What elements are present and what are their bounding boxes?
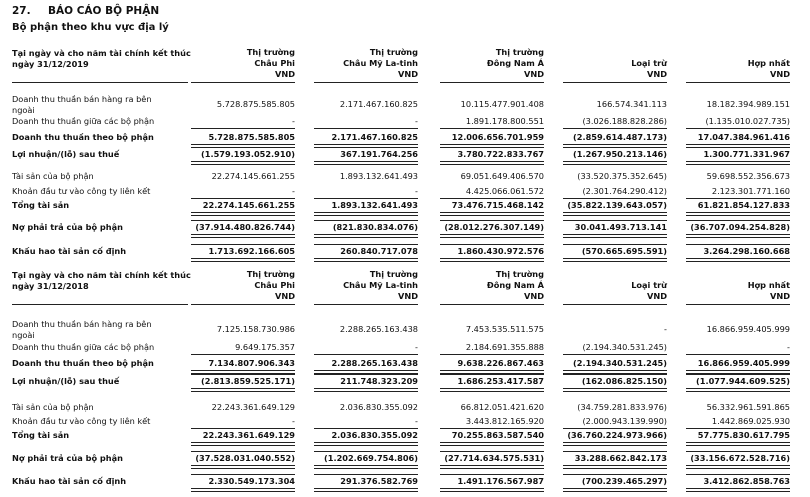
column-header-line1: Thị trường	[246, 47, 295, 57]
subtotal-line	[686, 354, 790, 355]
cell-value: 1.893.132.641.493	[339, 171, 418, 181]
cell-value: 5.728.875.585.805	[216, 99, 295, 109]
period-label: Tại ngày và cho năm tài chính kết thúc ngày 31/12/2018	[12, 270, 191, 291]
cell-value: 2.036.830.355.092	[331, 430, 418, 440]
total-double-line	[191, 388, 295, 392]
cell-value: (28.012.276.307.149)	[444, 222, 544, 232]
cell-value: 2.036.830.355.092	[339, 402, 418, 412]
column-header-line1: Thị trường	[495, 47, 544, 57]
cell-value: 260.840.717.078	[340, 246, 418, 256]
column-header-underline	[314, 304, 418, 305]
total-top-line	[563, 198, 667, 199]
total-top-line	[191, 244, 295, 245]
column-header-line2: Châu Phi	[254, 280, 295, 290]
column-header	[678, 47, 790, 80]
column-header-line1: Thị trường	[246, 269, 295, 279]
subtotal-line	[563, 128, 667, 129]
cell-value: (36.760.224.973.966)	[567, 430, 667, 440]
total-top-line	[686, 451, 790, 452]
column-header	[306, 269, 418, 302]
cell-value: -	[292, 416, 295, 426]
total-double-line	[563, 442, 667, 446]
cell-value: (33.156.672.528.716)	[690, 453, 790, 463]
total-double-line	[191, 488, 295, 492]
subtotal-line	[314, 354, 418, 355]
cell-value: 10.115.477.901.408	[460, 99, 544, 109]
cell-value: (34.759.281.833.976)	[577, 402, 667, 412]
total-double-line	[686, 212, 790, 216]
cell-value: 12.006.656.701.959	[451, 132, 544, 142]
total-top-line	[440, 374, 544, 375]
total-top-line	[563, 147, 667, 148]
row-label: Nợ phải trả của bộ phận	[12, 453, 123, 463]
total-double-line	[314, 465, 418, 469]
cell-value: (27.714.634.575.531)	[444, 453, 544, 463]
cell-value: 16.866.959.405.999	[697, 358, 790, 368]
cell-value: (1.135.010.027.735)	[705, 116, 790, 126]
column-header	[432, 47, 544, 80]
cell-value: 22.274.145.661.255	[211, 171, 295, 181]
cell-value: (1.579.193.052.910)	[201, 149, 295, 159]
column-header-unit: VND	[398, 291, 418, 301]
subtotal-line	[686, 128, 790, 129]
cell-value: (700.239.465.297)	[581, 476, 667, 486]
total-double-line	[686, 488, 790, 492]
total-top-line	[686, 147, 790, 148]
total-double-line	[563, 161, 667, 165]
row-label: Doanh thu thuần giữa các bộ phận	[12, 116, 155, 126]
column-header	[306, 47, 418, 80]
total-top-line	[314, 198, 418, 199]
cell-value: 291.376.582.769	[340, 476, 418, 486]
total-double-line	[563, 212, 667, 216]
subtotal-line	[563, 354, 667, 355]
cell-value: 22.243.361.649.129	[211, 402, 295, 412]
cell-value: 2.288.265.163.438	[339, 324, 418, 334]
total-top-line	[563, 428, 667, 429]
cell-value: 2.171.467.160.825	[331, 132, 418, 142]
total-double-line	[440, 234, 544, 238]
row-label: Lợi nhuận/(lỗ) sau thuế	[12, 376, 120, 386]
cell-value: (570.665.695.591)	[581, 246, 667, 256]
cell-value: (36.707.094.254.828)	[690, 222, 790, 232]
cell-value: 2.171.467.160.825	[339, 99, 418, 109]
cell-value: 1.891.178.800.551	[465, 116, 544, 126]
column-header-line2: Loại trừ	[631, 58, 667, 68]
cell-value: 3.780.722.833.767	[457, 149, 544, 159]
total-double-line	[191, 258, 295, 262]
column-header-line2: Hợp nhất	[747, 280, 790, 290]
column-header-underline	[440, 304, 544, 305]
column-header-unit: VND	[275, 291, 295, 301]
cell-value: 17.047.384.961.416	[697, 132, 790, 142]
row-label: Tổng tài sản	[12, 200, 70, 210]
column-header-unit: VND	[524, 69, 544, 79]
total-top-line	[314, 147, 418, 148]
cell-value: (35.822.139.643.057)	[567, 200, 667, 210]
cell-value: 73.476.715.468.142	[451, 200, 544, 210]
column-header-line2: Châu Phi	[254, 58, 295, 68]
column-header	[555, 269, 667, 302]
total-double-line	[686, 465, 790, 469]
cell-value: (2.813.859.525.171)	[201, 376, 295, 386]
total-double-line	[314, 442, 418, 446]
cell-value: 9.649.175.357	[235, 342, 295, 352]
column-header-unit: VND	[398, 69, 418, 79]
row-label: Khấu hao tài sản cố định	[12, 476, 127, 486]
cell-value: -	[664, 324, 667, 334]
total-top-line	[563, 220, 667, 221]
column-header-line1: Thị trường	[369, 269, 418, 279]
cell-value: 18.182.394.989.151	[706, 99, 790, 109]
total-top-line	[314, 451, 418, 452]
cell-value: 166.574.341.113	[596, 99, 667, 109]
total-top-line	[440, 474, 544, 475]
total-top-line	[440, 451, 544, 452]
cell-value: 1.713.692.166.605	[208, 246, 295, 256]
cell-value: 1.442.869.025.930	[711, 416, 790, 426]
note-subtitle: Bộ phận theo khu vực địa lý	[12, 22, 169, 33]
cell-value: (1.077.944.609.525)	[696, 376, 790, 386]
cell-value: -	[415, 342, 418, 352]
column-header	[678, 269, 790, 302]
total-double-line	[191, 234, 295, 238]
column-header-line2: Châu Mỹ La-tinh	[343, 280, 418, 290]
cell-value: 2.123.301.771.160	[711, 186, 790, 196]
total-double-line	[440, 161, 544, 165]
total-top-line	[563, 451, 667, 452]
column-header-line1: Thị trường	[369, 47, 418, 57]
column-header-underline	[191, 82, 295, 83]
column-header-line1	[555, 47, 667, 58]
cell-value: 33.288.662.842.173	[574, 453, 667, 463]
cell-value: -	[415, 416, 418, 426]
cell-value: 22.243.361.649.129	[202, 430, 295, 440]
cell-value: 30.041.493.713.141	[574, 222, 667, 232]
row-label: Tài sản của bộ phận	[12, 402, 94, 412]
total-top-line	[440, 220, 544, 221]
cell-value: 7.134.807.906.343	[208, 358, 295, 368]
cell-value: 3.264.298.160.668	[703, 246, 790, 256]
cell-value: 5.728.875.585.805	[208, 132, 295, 142]
cell-value: 7.453.535.511.575	[465, 324, 544, 334]
row-label: Nợ phải trả của bộ phận	[12, 222, 123, 232]
cell-value: 2.330.549.173.304	[208, 476, 295, 486]
row-label: Doanh thu thuần theo bộ phận	[12, 132, 154, 142]
total-double-line	[686, 388, 790, 392]
cell-value: (2.194.340.531.245)	[582, 342, 667, 352]
row-label: Khoản đầu tư vào công ty liên kết	[12, 186, 151, 196]
column-header-underline	[191, 304, 295, 305]
cell-value: 70.255.863.587.540	[451, 430, 544, 440]
cell-value: 22.274.145.661.255	[202, 200, 295, 210]
total-top-line	[191, 474, 295, 475]
cell-value: 57.775.830.617.795	[697, 430, 790, 440]
cell-value: 4.425.066.061.572	[465, 186, 544, 196]
column-header-underline	[314, 82, 418, 83]
total-top-line	[440, 198, 544, 199]
total-double-line	[314, 212, 418, 216]
total-top-line	[440, 147, 544, 148]
cell-value: 16.866.959.405.999	[706, 324, 790, 334]
total-top-line	[314, 374, 418, 375]
total-top-line	[563, 374, 667, 375]
row-label: Lợi nhuận/(lỗ) sau thuế	[12, 149, 120, 159]
cell-value: 211.748.323.209	[340, 376, 418, 386]
total-double-line	[686, 161, 790, 165]
cell-value: 1.860.430.972.576	[457, 246, 544, 256]
total-top-line	[314, 220, 418, 221]
total-top-line	[563, 244, 667, 245]
cell-value: 1.300.771.331.967	[703, 149, 790, 159]
row-label: Doanh thu thuần theo bộ phận	[12, 358, 154, 368]
total-double-line	[314, 258, 418, 262]
total-double-line	[563, 388, 667, 392]
subtotal-line	[191, 128, 295, 129]
total-double-line	[440, 465, 544, 469]
total-top-line	[686, 220, 790, 221]
total-double-line	[440, 488, 544, 492]
cell-value: (821.830.834.076)	[332, 222, 418, 232]
total-double-line	[440, 258, 544, 262]
total-double-line	[440, 388, 544, 392]
column-header-line1: Thị trường	[495, 269, 544, 279]
cell-value: (33.520.375.352.645)	[577, 171, 667, 181]
cell-value: 9.638.226.867.463	[457, 358, 544, 368]
total-double-line	[563, 234, 667, 238]
column-header-line2: Đông Nam Á	[486, 280, 544, 290]
cell-value: (2.000.943.139.990)	[582, 416, 667, 426]
total-double-line	[191, 212, 295, 216]
subtotal-line	[191, 354, 295, 355]
total-double-line	[686, 234, 790, 238]
total-top-line	[686, 244, 790, 245]
period-underline	[12, 82, 188, 83]
cell-value: -	[415, 186, 418, 196]
row-label: Doanh thu thuần bán hàng ra bên ngoài	[12, 319, 152, 340]
cell-value: -	[787, 342, 790, 352]
column-header-line2: Đông Nam Á	[486, 58, 544, 68]
row-label: Tổng tài sản	[12, 430, 70, 440]
total-double-line	[191, 161, 295, 165]
cell-value: 7.125.158.730.986	[216, 324, 295, 334]
total-top-line	[191, 220, 295, 221]
cell-value: 69.051.649.406.570	[460, 171, 544, 181]
total-double-line	[686, 442, 790, 446]
column-header-underline	[686, 82, 790, 83]
row-label: Doanh thu thuần bán hàng ra bên ngoài	[12, 94, 152, 115]
column-header	[183, 269, 295, 302]
total-top-line	[440, 244, 544, 245]
subtotal-line	[440, 354, 544, 355]
note-title: BÁO CÁO BỘ PHẬN	[48, 5, 160, 17]
cell-value: 2.288.265.163.438	[331, 358, 418, 368]
column-header-unit: VND	[524, 291, 544, 301]
total-top-line	[686, 474, 790, 475]
period-underline	[12, 304, 188, 305]
cell-value: (37.914.480.826.744)	[195, 222, 295, 232]
total-double-line	[191, 465, 295, 469]
column-header	[555, 47, 667, 80]
cell-value: (2.301.764.290.412)	[582, 186, 667, 196]
row-label: Doanh thu thuần giữa các bộ phận	[12, 342, 155, 352]
total-double-line	[686, 258, 790, 262]
cell-value: 66.812.051.421.620	[460, 402, 544, 412]
period-label: Tại ngày và cho năm tài chính kết thúc ngày 31/12/2019	[12, 48, 191, 69]
cell-value: 3.412.862.858.763	[703, 476, 790, 486]
total-top-line	[686, 428, 790, 429]
cell-value: 2.184.691.355.888	[465, 342, 544, 352]
cell-value: 1.893.132.641.493	[331, 200, 418, 210]
total-double-line	[440, 212, 544, 216]
total-top-line	[563, 474, 667, 475]
total-double-line	[314, 234, 418, 238]
column-header-unit: VND	[647, 291, 667, 301]
cell-value: 1.491.176.567.987	[457, 476, 544, 486]
column-header-line1	[678, 47, 790, 58]
column-header	[432, 269, 544, 302]
column-header-line2: Loại trừ	[631, 280, 667, 290]
column-header-line2: Hợp nhất	[747, 58, 790, 68]
column-header	[183, 47, 295, 80]
column-header-unit: VND	[647, 69, 667, 79]
total-top-line	[191, 374, 295, 375]
total-top-line	[440, 428, 544, 429]
total-top-line	[686, 374, 790, 375]
total-top-line	[686, 198, 790, 199]
column-header-unit: VND	[770, 69, 790, 79]
cell-value: 56.332.961.591.865	[706, 402, 790, 412]
note-number: 27.	[12, 5, 31, 17]
total-double-line	[563, 488, 667, 492]
column-header-underline	[440, 82, 544, 83]
cell-value: -	[292, 116, 295, 126]
total-double-line	[314, 161, 418, 165]
total-top-line	[191, 147, 295, 148]
column-header-line2: Châu Mỹ La-tinh	[343, 58, 418, 68]
total-double-line	[314, 488, 418, 492]
column-header-unit: VND	[275, 69, 295, 79]
row-label: Tài sản của bộ phận	[12, 171, 94, 181]
total-top-line	[191, 198, 295, 199]
cell-value: (162.086.825.150)	[581, 376, 667, 386]
row-label: Khấu hao tài sản cố định	[12, 246, 127, 256]
cell-value: 3.443.812.165.920	[465, 416, 544, 426]
cell-value: 59.698.552.356.673	[706, 171, 790, 181]
column-header-underline	[686, 304, 790, 305]
total-double-line	[563, 465, 667, 469]
total-double-line	[191, 442, 295, 446]
column-header-line1	[555, 269, 667, 280]
cell-value: 61.821.854.127.833	[697, 200, 790, 210]
total-top-line	[314, 428, 418, 429]
total-double-line	[563, 258, 667, 262]
cell-value: -	[292, 186, 295, 196]
total-top-line	[314, 474, 418, 475]
total-top-line	[191, 451, 295, 452]
total-top-line	[314, 244, 418, 245]
total-double-line	[314, 388, 418, 392]
cell-value: (2.859.614.487.173)	[573, 132, 667, 142]
row-label: Khoản đầu tư vào công ty liên kết	[12, 416, 151, 426]
column-header-underline	[563, 82, 667, 83]
note-heading	[12, 5, 159, 17]
cell-value: 367.191.764.256	[340, 149, 418, 159]
cell-value: (1.202.669.754.806)	[324, 453, 418, 463]
column-header-line1	[678, 269, 790, 280]
cell-value: -	[415, 116, 418, 126]
cell-value: (3.026.188.828.286)	[582, 116, 667, 126]
cell-value: 1.686.253.417.587	[457, 376, 544, 386]
subtotal-line	[440, 128, 544, 129]
total-double-line	[440, 442, 544, 446]
subtotal-line	[314, 128, 418, 129]
column-header-unit: VND	[770, 291, 790, 301]
column-header-underline	[563, 304, 667, 305]
cell-value: (1.267.950.213.146)	[573, 149, 667, 159]
cell-value: (37.528.031.040.552)	[195, 453, 295, 463]
cell-value: (2.194.340.531.245)	[573, 358, 667, 368]
total-top-line	[191, 428, 295, 429]
